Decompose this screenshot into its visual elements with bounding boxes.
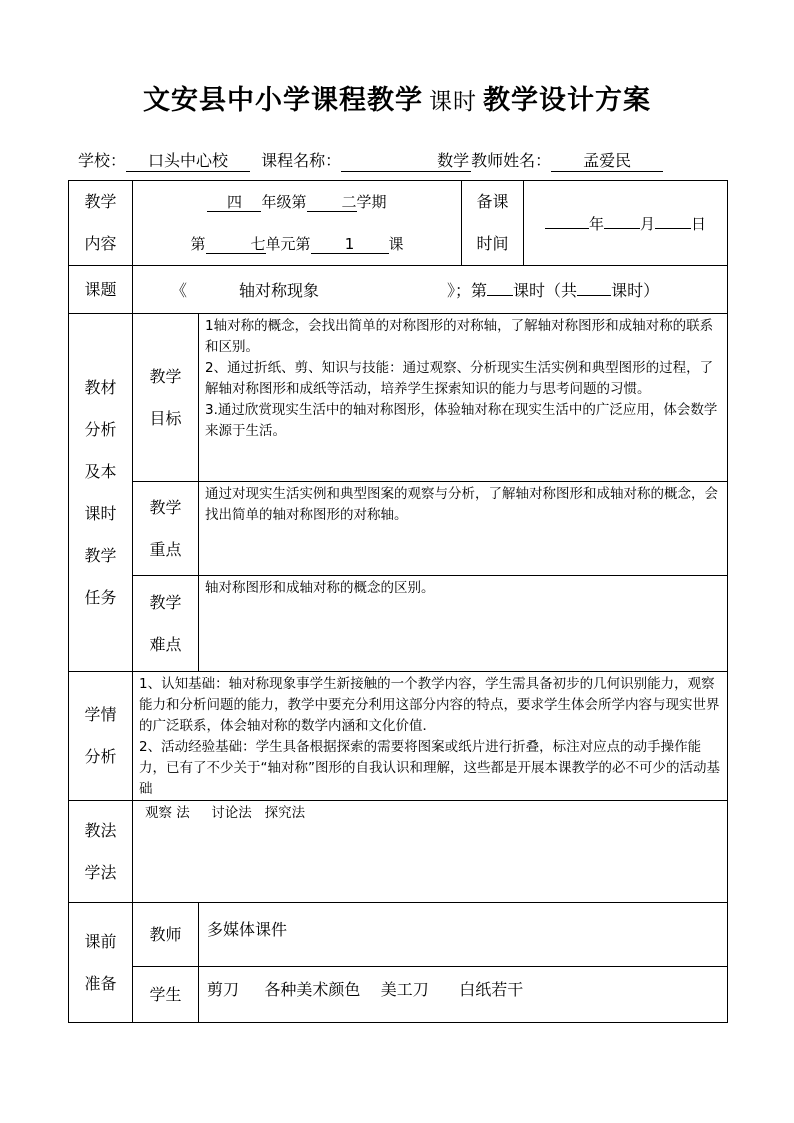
keypoints-text: 通过对现实生活实例和典型图案的观察与分析，了解轴对称图形和成轴对称的概念，会找出简单的轴对称图形的对称轴。 bbox=[199, 482, 728, 576]
keypoints-row bbox=[69, 482, 728, 576]
content-cell bbox=[133, 181, 462, 266]
lesson-plan-table bbox=[68, 180, 728, 1023]
content-row bbox=[69, 181, 728, 266]
keypoints-label: 教学 重点 bbox=[133, 482, 199, 576]
grade-line: 四 年级第 二学期 bbox=[133, 181, 461, 223]
title-mid: 课时 bbox=[429, 89, 477, 115]
objectives-row bbox=[69, 314, 728, 482]
prep-time-label: 备课 时间 bbox=[462, 181, 524, 266]
topic-cell: 《 轴对称现象 》；第 课时（共 课时） bbox=[133, 266, 728, 314]
objectives-text: 1轴对称的概念，会找出简单的对称图形的对称轴，了解轴对称图形和成轴对称的联系和区别。 2、通过折纸、剪、知识与技能：通过观察、分析现实生活实例和典型图形的过程，了解轴对称图形和成纸等活动，培养学生探索知识的能力与思考问题的习惯。 3.通过欣赏现实生活中的轴对称图形，体验轴对称在现实生活中的广泛应用，体会数学来源于生活。 bbox=[199, 314, 728, 482]
unit-value: 七 bbox=[206, 235, 266, 254]
objectives-label: 教学 目标 bbox=[133, 314, 199, 482]
topic-name: 轴对称现象 bbox=[239, 281, 320, 300]
course-value: 数学 bbox=[341, 151, 471, 172]
difficulties-row bbox=[69, 576, 728, 672]
prep-teacher-row bbox=[69, 903, 728, 967]
prep-teacher-text: 多媒体课件 bbox=[199, 903, 728, 967]
page-title bbox=[0, 78, 794, 117]
school-label: 学校： bbox=[78, 151, 127, 170]
students-row bbox=[69, 672, 728, 801]
topic-row bbox=[69, 266, 728, 314]
methods-row bbox=[69, 801, 728, 903]
content-label: 教学 内容 bbox=[69, 181, 133, 266]
methods-text: 观察 法 讨论法 探究法 bbox=[133, 801, 728, 903]
teacher-value: 孟爱民 bbox=[551, 151, 663, 172]
grade-value: 四 bbox=[207, 193, 261, 212]
difficulties-text: 轴对称图形和成轴对称的概念的区别。 bbox=[199, 576, 728, 672]
course-label: 课程名称： bbox=[261, 151, 342, 170]
prep-teacher-label: 教师 bbox=[133, 903, 199, 967]
title-prefix: 文安县中小学课程教学 bbox=[143, 85, 423, 116]
prep-student-text: 剪刀 各种美术颜色 美工刀 白纸若干 bbox=[199, 967, 728, 1023]
topic-label: 课题 bbox=[69, 266, 133, 314]
info-line bbox=[78, 148, 663, 172]
prep-student-row bbox=[69, 967, 728, 1023]
title-suffix: 教学设计方案 bbox=[483, 85, 651, 116]
analysis-label: 教材 分析 及本 课时 教学 任务 bbox=[69, 314, 133, 672]
teacher-label: 教师姓名： bbox=[471, 151, 552, 170]
methods-label: 教法 学法 bbox=[69, 801, 133, 903]
lesson-value: 1 bbox=[311, 235, 389, 254]
prep-student-label: 学生 bbox=[133, 967, 199, 1023]
prep-label: 课前 准备 bbox=[69, 903, 133, 1023]
term-value: 二 bbox=[307, 193, 357, 212]
school-value: 口头中心校 bbox=[126, 151, 250, 172]
prep-date: 年 月 日 bbox=[524, 181, 728, 266]
students-label: 学情 分析 bbox=[69, 672, 133, 801]
unit-line: 第 七单元第 1 课 bbox=[190, 235, 404, 253]
difficulties-label: 教学 难点 bbox=[133, 576, 199, 672]
students-text: 1、认知基础：轴对称现象事学生新接触的一个教学内容，学生需具备初步的几何识别能力，观察能力和分析问题的能力，教学中要充分利用这部分内容的特点，要求学生体会所学内容与现实世界的广泛联系，体会轴对称的数学内涵和文化价值． 2、活动经验基础：学生具备根据探索的需要将图案或纸片进行折叠，标注对应点的动手操作能力，已有了不少关于“轴对称”图形的自我认识和理解，这些都是开展本课教学的必不可少的活动基础 bbox=[133, 672, 728, 801]
